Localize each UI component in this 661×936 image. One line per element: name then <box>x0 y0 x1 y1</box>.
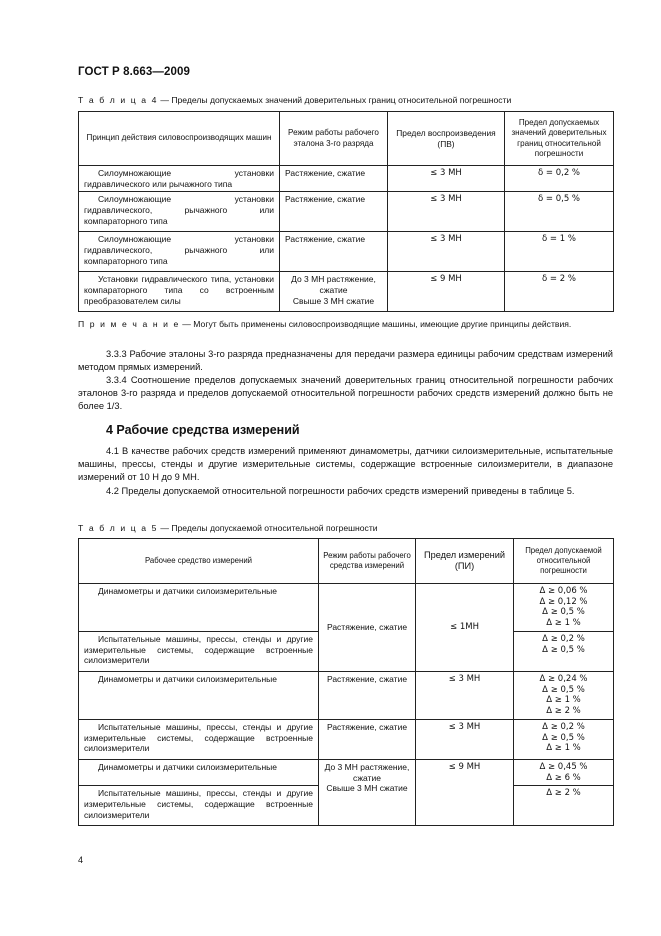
table5-header-cell: Рабочее средство измерений <box>79 539 319 584</box>
table-cell: δ = 2 % <box>505 272 614 312</box>
table-cell: Растяжение, сжатие <box>280 166 388 192</box>
table-row <box>79 272 614 312</box>
table-cell: Растяжение, сжатие <box>319 584 416 672</box>
table-cell: Установки гидравлического типа, установки компараторного типа со встроенным преобразователем силы <box>79 272 280 312</box>
table-cell: Растяжение, сжатие <box>280 232 388 272</box>
table5-header-cell: Предел измерений (ПИ) <box>416 539 514 584</box>
table-cell: ≤ 9 МН <box>388 272 505 312</box>
paragraph-4-1: 4.1 В качестве рабочих средств измерений применяют динамометры, датчики силоизмерительные, испытательные машины, прессы, стенды и другие измерительные системы, содержащие встроенные силоизмерители, в диапазоне измерений от 10 Н до 9 МН. <box>78 446 613 482</box>
table-row <box>79 584 614 632</box>
paragraph-4-2: 4.2 Пределы допускаемой относительной погрешности рабочих средств измерений приведены в таблице 5. <box>106 486 575 496</box>
table-4 <box>78 111 614 312</box>
table-cell: ≤ 3 МН <box>388 166 505 192</box>
table-cell: Испытательные машины, прессы, стенды и другие измерительные системы, содержащие встроенные силоизмерители <box>79 632 319 672</box>
table-cell: δ = 0,2 % <box>505 166 614 192</box>
table-cell: Растяжение, сжатие <box>319 672 416 720</box>
table-row <box>79 672 614 720</box>
paragraph-3-3-3: 3.3.3 Рабочие эталоны 3-го разряда предназначены для передачи размера единицы рабочим средствам измерений методом прямых измерений. <box>78 349 613 372</box>
table-cell: δ = 1 % <box>505 232 614 272</box>
table5-caption-prefix: Т а б л и ц а 5 <box>78 523 158 533</box>
document-header: ГОСТ Р 8.663—2009 <box>78 66 190 78</box>
table4-note <box>78 319 613 330</box>
table4-header-cell: Принцип действия силовоспроизводящих машин <box>79 112 280 166</box>
table-cell: ≤ 1МН <box>416 584 514 672</box>
note-label: П р и м е ч а н и е <box>78 319 180 329</box>
table-cell: Δ ≥ 0,45 % Δ ≥ 6 % <box>514 760 614 786</box>
table-row <box>79 720 614 760</box>
table-cell: До 3 МН растяжение, сжатие Свыше 3 МН сжатие <box>280 272 388 312</box>
table4-caption-prefix: Т а б л и ц а 4 <box>78 95 158 105</box>
table-5 <box>78 538 614 826</box>
table4-header-cell: Предел допускаемых значений доверительных границ относительной погрешности <box>505 112 614 166</box>
table5-caption-text: — Пределы допускаемой относительной погрешности <box>157 523 378 533</box>
table4-header-cell: Предел воспроизведения (ПВ) <box>388 112 505 166</box>
table-cell: Динамометры и датчики силоизмерительные <box>79 584 319 632</box>
table-cell: Δ ≥ 0,06 % Δ ≥ 0,12 % Δ ≥ 0,5 % Δ ≥ 1 % <box>514 584 614 632</box>
table5-header-cell: Режим работы рабочего средства измерений <box>319 539 416 584</box>
table-cell: Испытательные машины, прессы, стенды и другие измерительные системы, содержащие встроенные силоизмерители <box>79 786 319 826</box>
table-cell: Силоумножающие установки гидравлического или рычажного типа <box>79 166 280 192</box>
table-cell: ≤ 3 МН <box>388 192 505 232</box>
note-text: — Могут быть применены силовоспроизводящие машины, имеющие другие принципы действия. <box>179 319 572 329</box>
table-cell: Δ ≥ 0,2 % Δ ≥ 0,5 % <box>514 632 614 672</box>
table-cell: Динамометры и датчики силоизмерительные <box>79 760 319 786</box>
table-cell: Динамометры и датчики силоизмерительные <box>79 672 319 720</box>
table-cell: ≤ 3 МН <box>388 232 505 272</box>
table4-caption-text: — Пределы допускаемых значений доверительных границ относительной погрешности <box>157 95 512 105</box>
table4-header-cell: Режим работы рабочего эталона 3-го разряда <box>280 112 388 166</box>
table-cell: Δ ≥ 0,2 % Δ ≥ 0,5 % Δ ≥ 1 % <box>514 720 614 760</box>
page-number: 4 <box>78 855 84 865</box>
table-row <box>79 166 614 192</box>
table-cell: ≤ 3 МН <box>416 720 514 760</box>
table5-caption <box>78 523 378 533</box>
table-row <box>79 232 614 272</box>
table-cell: Δ ≥ 2 % <box>514 786 614 826</box>
table4-header-row <box>79 112 614 166</box>
table5-header-row <box>79 539 614 584</box>
table-cell: Δ ≥ 0,24 % Δ ≥ 0,5 % Δ ≥ 1 % Δ ≥ 2 % <box>514 672 614 720</box>
table-row <box>79 192 614 232</box>
section-title: 4 Рабочие средства измерений <box>106 423 300 437</box>
table-cell: Испытательные машины, прессы, стенды и другие измерительные системы, содержащие встроенные силоизмерители <box>79 720 319 760</box>
table-cell: До 3 МН растяжение, сжатие Свыше 3 МН сжатие <box>319 760 416 826</box>
table-cell: Растяжение, сжатие <box>319 720 416 760</box>
table-row <box>79 760 614 786</box>
table5-header-cell: Предел допускаемой относительной погрешности <box>514 539 614 584</box>
table-cell: ≤ 9 МН <box>416 760 514 826</box>
table-cell: ≤ 3 МН <box>416 672 514 720</box>
table-cell: Силоумножающие установки гидравлического, рычажного или компараторного типа <box>79 192 280 232</box>
table-cell: Силоумножающие установки гидравлического, рычажного или компараторного типа <box>79 232 280 272</box>
paragraph-3-3-4: 3.3.4 Соотношение пределов допускаемых значений доверительных границ относительной погрешности рабочих эталонов 3-го разряда и пределов допускаемой относительной погрешности рабочих средств измерений должно быть не более 1/3. <box>78 375 613 411</box>
table4-caption <box>78 95 511 105</box>
table-cell: Растяжение, сжатие <box>280 192 388 232</box>
table-cell: δ = 0,5 % <box>505 192 614 232</box>
